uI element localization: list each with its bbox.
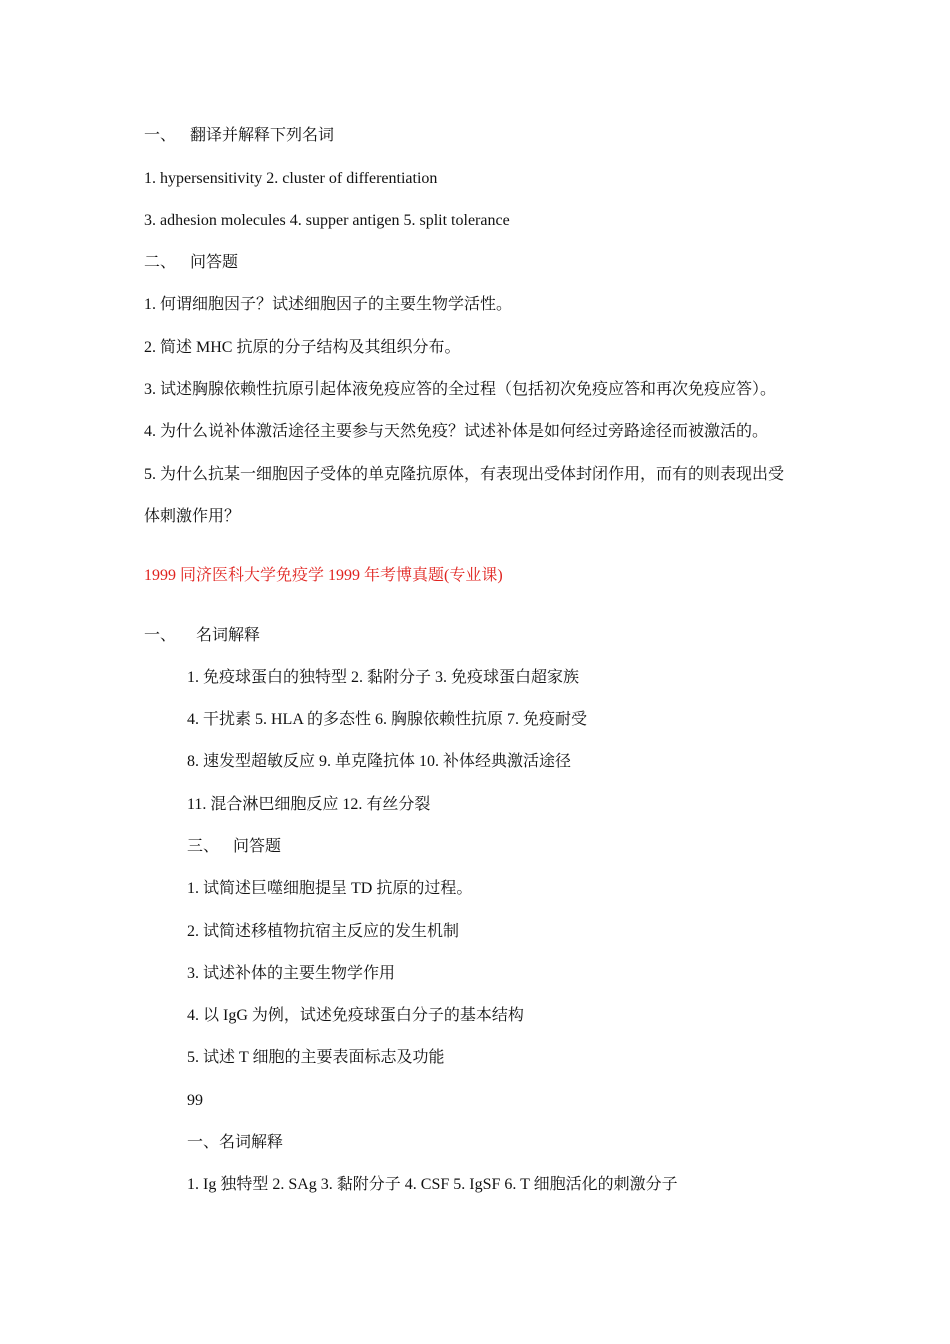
section2-heading-text: 问答题 bbox=[190, 254, 239, 271]
section4-heading-text: 问答题 bbox=[233, 838, 282, 855]
section4-question-3: 3. 试述补体的主要生物学作用 bbox=[187, 965, 396, 982]
section4-heading-number: 三、 bbox=[187, 838, 220, 855]
section3-heading-number: 一、 bbox=[144, 627, 177, 644]
section1-heading-number: 一、 bbox=[144, 127, 177, 144]
section2-question-5-line1: 5. 为什么抗某一细胞因子受体的单克隆抗原体，有表现出受体封闭作用，而有的则表现出受 bbox=[144, 466, 785, 483]
section5-terms-line1: 1. Ig 独特型 2. SAg 3. 黏附分子 4. CSF 5. IgSF 6. T 细胞活化的刺激分子 bbox=[187, 1176, 678, 1193]
section3-heading bbox=[144, 626, 260, 646]
section1-heading-text: 翻译并解释下列名词 bbox=[190, 127, 335, 144]
section4-question-2: 2. 试简述移植物抗宿主反应的发生机制 bbox=[187, 923, 460, 940]
section2-heading-number: 二、 bbox=[144, 254, 177, 271]
section4-question-5: 5. 试述 T 细胞的主要表面标志及功能 bbox=[187, 1049, 445, 1066]
section1-heading bbox=[144, 126, 334, 146]
section2-question-4: 4. 为什么说补体激活途径主要参与天然免疫？试述补体是如何经过旁路途径而被激活的。 bbox=[144, 423, 769, 440]
section3-terms-line1: 1. 免疫球蛋白的独特型 2. 黏附分子 3. 免疫球蛋白超家族 bbox=[187, 669, 580, 686]
section2-question-1: 1. 何谓细胞因子？试述细胞因子的主要生物学活性。 bbox=[144, 296, 513, 313]
exam-title: 1999 同济医科大学免疫学 1999 年考博真题(专业课) bbox=[144, 567, 503, 584]
section2-question-3: 3. 试述胸腺依赖性抗原引起体液免疫应答的全过程（包括初次免疫应答和再次免疫应答）。 bbox=[144, 381, 777, 398]
section5-heading: 一、名词解释 bbox=[187, 1134, 284, 1151]
section3-heading-text: 名词解释 bbox=[196, 627, 261, 644]
section1-terms-line2: 3. adhesion molecules 4. supper antigen 5. split tolerance bbox=[144, 212, 510, 229]
section1-terms-line1: 1. hypersensitivity 2. cluster of differentiation bbox=[144, 170, 438, 187]
section2-question-2: 2. 简述 MHC 抗原的分子结构及其组织分布。 bbox=[144, 339, 461, 356]
year-label: 99 bbox=[187, 1092, 203, 1109]
section4-heading bbox=[187, 837, 281, 857]
section2-heading bbox=[144, 253, 238, 273]
section4-question-4: 4. 以 IgG 为例，试述免疫球蛋白分子的基本结构 bbox=[187, 1007, 524, 1024]
section4-question-1: 1. 试简述巨噬细胞提呈 TD 抗原的过程。 bbox=[187, 880, 473, 897]
section3-terms-line4: 11. 混合淋巴细胞反应 12. 有丝分裂 bbox=[187, 796, 431, 813]
section3-terms-line2: 4. 干扰素 5. HLA 的多态性 6. 胸腺依赖性抗原 7. 免疫耐受 bbox=[187, 711, 588, 728]
section2-question-5-line2: 体刺激作用？ bbox=[144, 508, 241, 525]
section3-terms-line3: 8. 速发型超敏反应 9. 单克隆抗体 10. 补体经典激活途径 bbox=[187, 753, 572, 770]
